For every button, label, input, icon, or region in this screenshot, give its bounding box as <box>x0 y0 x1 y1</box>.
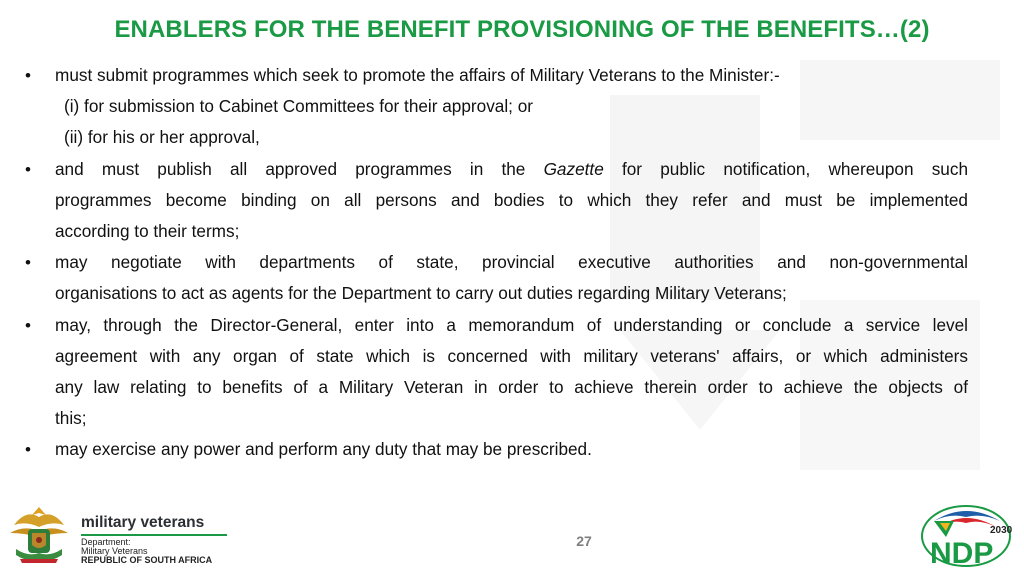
ndp-text: NDP <box>930 537 994 569</box>
bullet-icon: • <box>25 253 31 273</box>
divider <box>81 534 227 536</box>
list-item-text: may exercise any power and perform any duty that may be prescribed. <box>55 439 592 460</box>
ndp-logo <box>920 503 1014 569</box>
dept-line: Military Veterans <box>81 546 148 556</box>
list-item-text: and must publish all approved programmes in the Gazette for public notification, whereupon such <box>55 158 968 179</box>
list-item-continuation: this; <box>55 408 87 429</box>
list-item-continuation: according to their terms; <box>55 220 240 241</box>
bullet-list <box>24 60 968 465</box>
ndp-year: 2030 <box>990 525 1013 536</box>
gazette-emphasis: Gazette <box>543 158 604 179</box>
list-item <box>24 247 968 278</box>
list-item-continuation: organisations to act as agents for the Department to carry out duties regarding Military Veterans; <box>55 283 787 304</box>
list-subitem-text: (ii) for his or her approval, <box>64 127 260 148</box>
page-number: 27 <box>576 533 592 549</box>
bullet-icon: • <box>25 440 31 460</box>
bullet-icon: • <box>25 159 31 179</box>
list-item-continuation: any law relating to benefits of a Military Veteran in order to achieve therein order to achieve the objects of <box>55 376 968 397</box>
list-item-continuation: agreement with any organ of state which is concerned with military veterans' affairs, or which administers <box>55 345 968 366</box>
dept-line: Department: <box>81 537 131 547</box>
list-subitem-text: (i) for submission to Cabinet Committees for their approval; or <box>64 96 534 117</box>
list-item-text: must submit programmes which seek to promote the affairs of Military Veterans to the Minister:- <box>55 65 780 85</box>
list-item <box>24 154 968 185</box>
list-subitem <box>24 91 968 122</box>
list-subitem <box>24 122 968 153</box>
dept-line: REPUBLIC OF SOUTH AFRICA <box>81 555 213 565</box>
bullet-icon: • <box>25 315 31 335</box>
list-item-continuation: programmes become binding on all persons and bodies to which they refer and must be implemented <box>55 189 968 210</box>
list-item-text: may, through the Director-General, enter into a memorandum of understanding or conclude a service level <box>55 314 968 335</box>
org-name: military veterans <box>81 514 205 531</box>
bullet-icon: • <box>25 66 31 85</box>
coat-of-arms-icon <box>6 503 72 565</box>
list-item <box>24 60 968 91</box>
list-item-text: may negotiate with departments of state, provincial executive authorities and non-governmental <box>55 252 968 273</box>
slide-title: ENABLERS FOR THE BENEFIT PROVISIONING OF THE BENEFITS…(2) <box>114 16 930 43</box>
list-item <box>24 310 968 341</box>
list-item <box>24 434 968 465</box>
